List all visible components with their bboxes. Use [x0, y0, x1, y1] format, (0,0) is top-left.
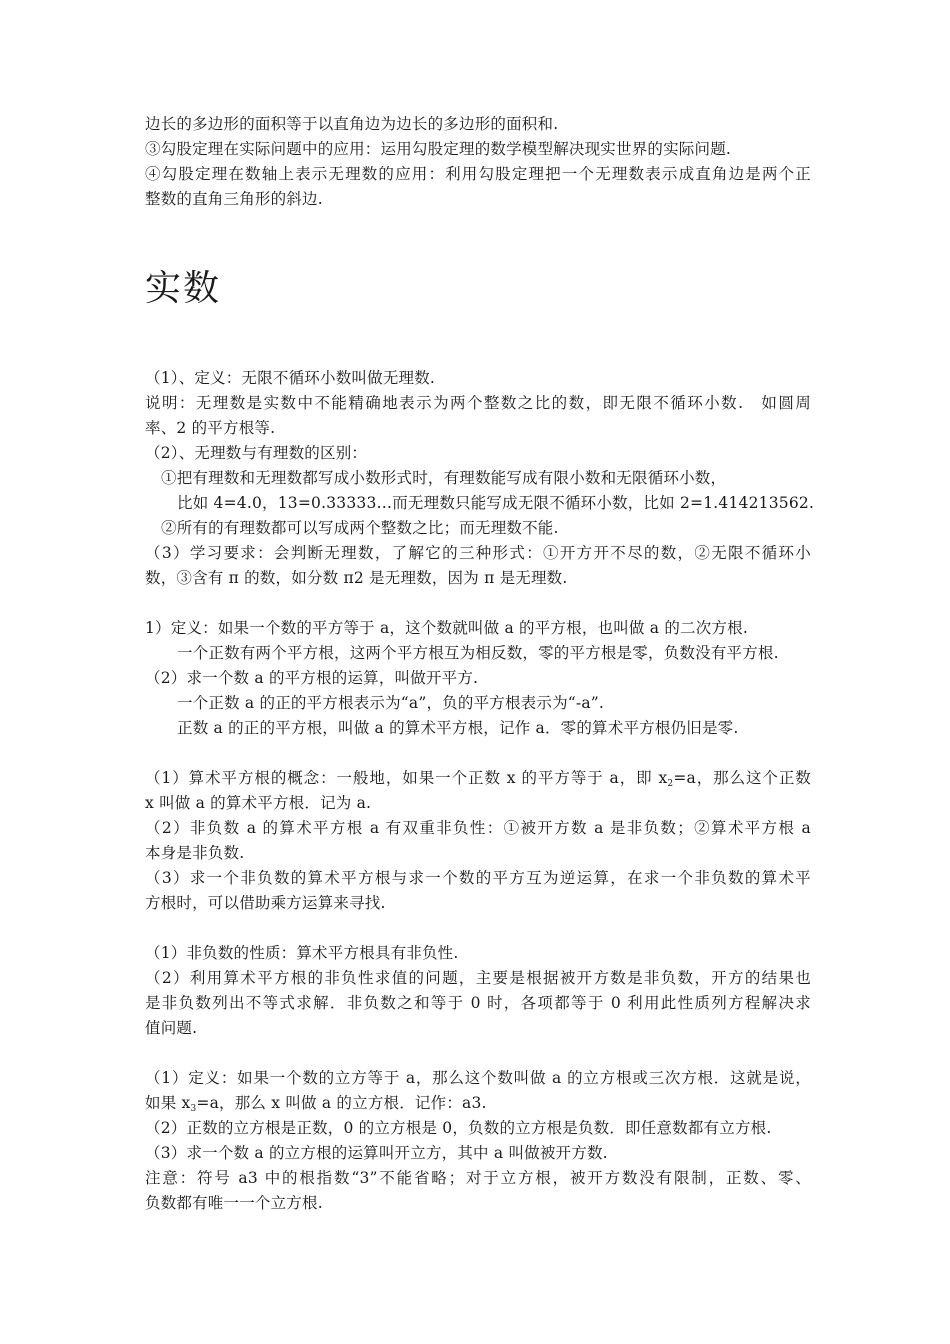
sqrt-notation: 一个正数 a 的正的平方根表示为“a”，负的平方根表示为“-a”.	[177, 694, 605, 712]
intro-line-1: 边长的多边形的面积等于以直角边为边长的多边形的面积和.	[145, 115, 559, 133]
difference-heading: （2）、无理数与有理数的区别：	[145, 444, 368, 462]
sqrt-property: 一个正数有两个平方根，这两个平方根互为相反数，零的平方根是零，负数没有平方根.	[177, 644, 779, 662]
inverse-operation: （3）求一个非负数的算术平方根与求一个数的平方互为逆运算，在求一个非负数的算术平	[145, 869, 811, 887]
inverse-operation-cont: 方根时，可以借助乘方运算来寻找.	[145, 894, 386, 912]
intro-line-4: 整数的直角三角形的斜边.	[145, 190, 323, 208]
arith-sqrt-notation: 正数 a 的正的平方根，叫做 a 的算术平方根，记作 a．零的算术平方根仍旧是零.	[177, 719, 739, 737]
square-root-section	[145, 616, 811, 741]
cube-property: （2）正数的立方根是正数，0 的立方根是 0，负数的立方根是负数．即任意数都有立方根.	[145, 1119, 772, 1137]
cube-definition-text: 如果 x	[145, 1094, 191, 1112]
section-title: 实数	[145, 268, 222, 309]
cube-definition-cont	[145, 1091, 811, 1116]
difference-point-1: ①把有理数和无理数都写成小数形式时，有理数能写成有限小数和无限循环小数，	[161, 469, 727, 487]
irrational-section	[145, 366, 815, 591]
nonneg-application: （2）利用算术平方根的非负性求值的问题，主要是根据被开方数是非负数，开方的结果也	[145, 969, 811, 987]
requirement-line: （3）学习要求：会判断无理数，了解它的三种形式：①开方开不尽的数，②无限不循环小	[145, 544, 811, 562]
definition-line: （1）、定义：无限不循环小数叫做无理数.	[145, 369, 436, 387]
double-nonnegativity-cont: 本身是非负数.	[145, 844, 245, 862]
cube-root-section	[145, 1066, 811, 1216]
nonneg-property: （1）非负数的性质：算术平方根具有非负性.	[145, 944, 459, 962]
intro-line-3: ④勾股定理在数轴上表示无理数的应用：利用勾股定理把一个无理数表示成直角边是两个正	[145, 165, 811, 183]
cube-operation: （3）求一个数 a 的立方根的运算叫开立方，其中 a 叫做被开方数.	[145, 1144, 608, 1162]
explanation-line: 说明：无理数是实数中不能精确地表示为两个整数之比的数，即无限不循环小数. 如圆周	[145, 394, 811, 412]
explanation-line-cont: 率、2 的平方根等.	[145, 419, 276, 437]
spacer	[145, 1041, 811, 1066]
cube-definition: （1）定义：如果一个数的立方等于 a，那么这个数叫做 a 的立方根或三次方根．这就是说，	[145, 1069, 811, 1087]
intro-line-2: ③勾股定理在实际问题中的应用：运用勾股定理的数学模型解决现实世界的实际问题.	[145, 140, 732, 158]
arith-concept-text: （1）算术平方根的概念：一般地，如果一个正数 x 的平方等于 a，即 x	[145, 769, 668, 787]
spacer	[145, 916, 811, 941]
double-nonnegativity: （2）非负数 a 的算术平方根 a 有双重非负性：①被开方数 a 是非负数；②算术平方根 a	[145, 819, 811, 837]
nonneg-application-end: 值问题.	[145, 1019, 198, 1037]
exponent-subscript: 3	[190, 1104, 197, 1114]
sqrt-definition: 1）定义：如果一个数的平方等于 a，这个数就叫做 a 的平方根，也叫做 a 的二次方根.	[145, 619, 748, 637]
nonneg-application-cont: 是非负数列出不等式求解．非负数之和等于 0 时，各项都等于 0 利用此性质列方程解决求	[145, 994, 811, 1012]
arith-concept-line	[145, 766, 811, 791]
arith-concept-text-cont: =a，那么这个正数	[673, 769, 811, 787]
document-page	[145, 112, 815, 1216]
arithmetic-root-section	[145, 766, 811, 916]
difference-example: 比如 4=4.0，13=0.33333…而无理数只能写成无限不循环小数，比如 2=1.414213562.	[177, 494, 815, 512]
spacer	[145, 741, 811, 766]
sqrt-operation: （2）求一个数 a 的平方根的运算，叫做开平方.	[145, 669, 479, 687]
cube-definition-text-cont: =a，那么 x 叫做 a 的立方根．记作：a3.	[196, 1094, 487, 1112]
difference-point-2: ②所有的有理数都可以写成两个整数之比；而无理数不能.	[161, 519, 559, 537]
requirement-line-cont: 数，③含有 π 的数，如分数 π2 是无理数，因为 π 是无理数.	[145, 569, 568, 587]
nonnegative-section	[145, 941, 811, 1041]
cube-note: 注意：符号 a3 中的根指数“3”不能省略；对于立方根，被开方数没有限制，正数、零、	[145, 1169, 811, 1187]
arith-concept-cont: x 叫做 a 的算术平方根．记为 a.	[145, 794, 372, 812]
intro-section	[145, 112, 811, 212]
exponent-subscript: 2	[667, 779, 674, 789]
cube-note-cont: 负数都有唯一一个立方根.	[145, 1194, 323, 1212]
spacer	[145, 591, 811, 616]
